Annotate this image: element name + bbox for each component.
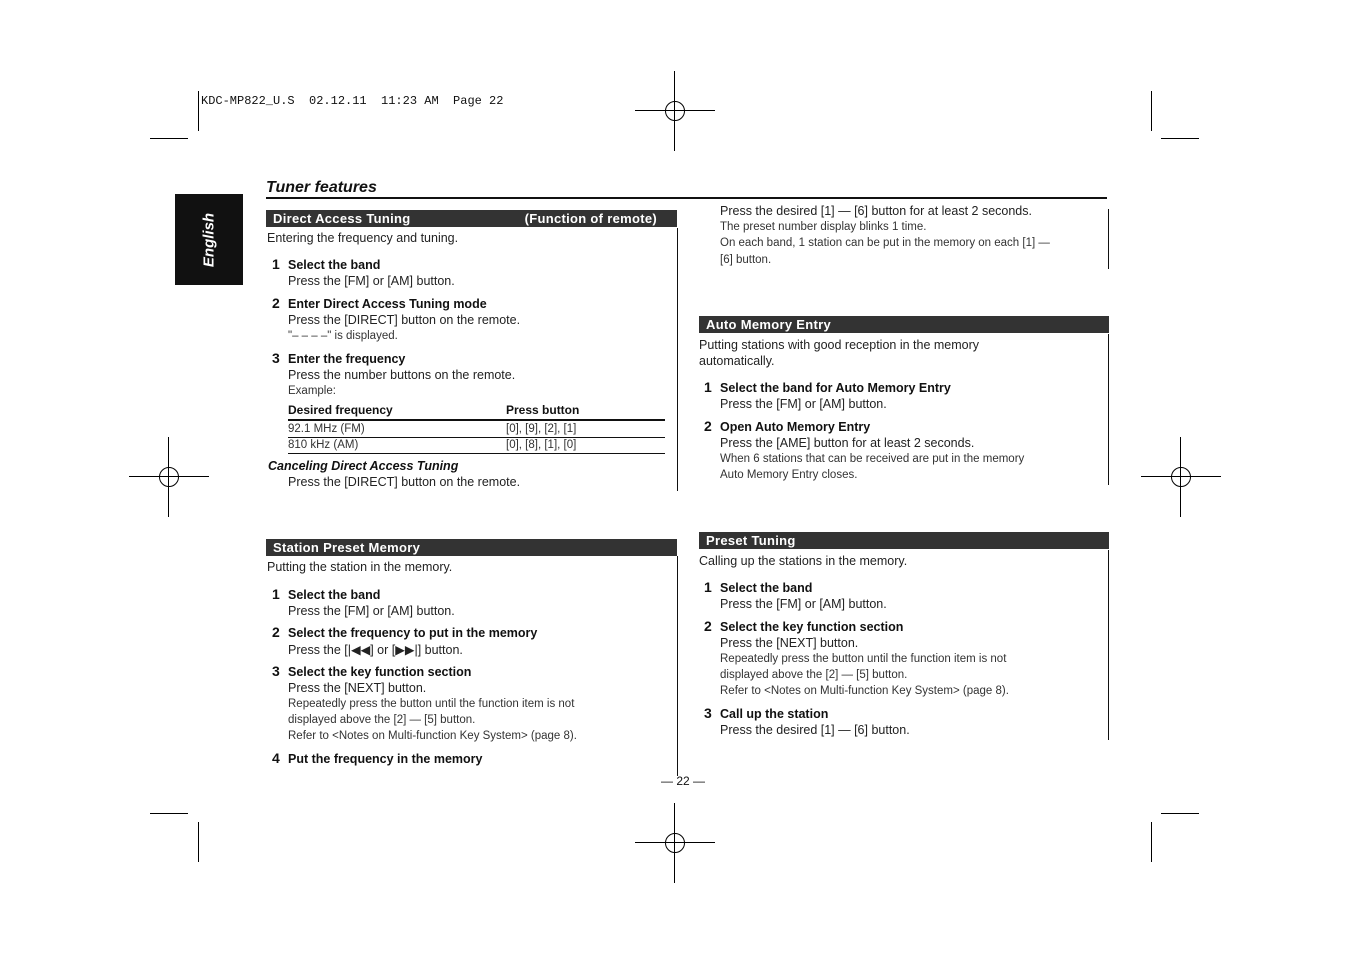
section-intro: Calling up the stations in the memory.	[699, 554, 908, 568]
column-rule	[1108, 209, 1109, 269]
step-heading: Select the band	[720, 581, 813, 595]
table-header: Desired frequency	[288, 403, 393, 417]
step-text: Press the [FM] or [AM] button.	[288, 274, 455, 288]
registration-mark-icon	[635, 71, 715, 151]
step-heading: Enter Direct Access Tuning mode	[288, 297, 487, 311]
step-number: 2	[272, 295, 280, 311]
column-rule	[1108, 334, 1109, 485]
step-text: Press the [NEXT] button.	[288, 681, 427, 695]
section-title: Direct Access Tuning	[273, 211, 411, 226]
step-text: Press the [FM] or [AM] button.	[720, 397, 887, 411]
section-bar-auto-memory	[699, 316, 1109, 333]
print-header: KDC-MP822_U.S 02.12.11 11:23 AM Page 22	[201, 94, 504, 108]
step-number: 2	[272, 624, 280, 640]
table-rule	[288, 419, 665, 421]
step-text: Press the [DIRECT] button on the remote.	[288, 313, 521, 327]
registration-mark-icon	[129, 437, 209, 517]
page-number: — 22 —	[661, 774, 706, 788]
step-heading: Open Auto Memory Entry	[720, 420, 871, 434]
crop-mark	[1161, 813, 1199, 814]
step-note: The preset number display blinks 1 time.	[720, 221, 927, 233]
step-number: 1	[272, 256, 280, 272]
crop-mark	[1151, 822, 1152, 862]
step-note: displayed above the [2] — [5] button.	[288, 714, 476, 726]
table-cell: 810 kHz (AM)	[288, 439, 359, 451]
step-number: 1	[272, 586, 280, 602]
cancel-text: Press the [DIRECT] button on the remote.	[288, 475, 521, 489]
column-rule	[677, 556, 678, 776]
crop-mark	[198, 91, 199, 131]
step-number: 3	[272, 350, 280, 366]
section-title: Station Preset Memory	[273, 540, 421, 555]
continued-step-text: Press the desired [1] — [6] button for at least 2 seconds.	[720, 204, 1032, 218]
crop-mark	[198, 822, 199, 862]
language-label: English	[200, 212, 218, 267]
title-rule	[266, 197, 1107, 199]
step-number: 3	[704, 705, 712, 721]
step-number: 2	[704, 418, 712, 434]
step-text: Press the desired [1] — [6] button.	[720, 723, 910, 737]
step-note: [6] button.	[720, 254, 772, 266]
step-number: 4	[272, 750, 280, 766]
step-text: Press the [AME] button for at least 2 seconds.	[720, 436, 975, 450]
step-heading: Select the band for Auto Memory Entry	[720, 381, 951, 395]
section-bar-station-preset	[266, 539, 677, 556]
section-title: Auto Memory Entry	[706, 317, 832, 332]
registration-mark-icon	[1141, 437, 1221, 517]
step-note: Refer to <Notes on Multi-function Key System> (page 8).	[720, 685, 1009, 697]
step-note: "– – – –" is displayed.	[288, 330, 398, 342]
section-title-note: (Function of remote)	[524, 211, 657, 226]
step-heading: Put the frequency in the memory	[288, 752, 483, 766]
step-note: Auto Memory Entry closes.	[720, 469, 858, 481]
step-heading: Select the band	[288, 588, 381, 602]
crop-mark	[150, 813, 188, 814]
step-heading: Select the key function section	[720, 620, 904, 634]
step-number: 2	[704, 618, 712, 634]
step-heading: Select the band	[288, 258, 381, 272]
page-title: Tuner features	[266, 179, 377, 196]
step-heading: Select the frequency to put in the memory	[288, 626, 538, 640]
step-note: When 6 stations that can be received are put in the memory	[720, 453, 1025, 465]
section-intro: Putting the station in the memory.	[267, 560, 453, 574]
table-cell: [0], [9], [2], [1]	[506, 423, 577, 435]
section-intro: automatically.	[699, 354, 775, 368]
step-text: Press the [FM] or [AM] button.	[720, 597, 887, 611]
section-title: Preset Tuning	[706, 533, 796, 548]
step-text: Press the [FM] or [AM] button.	[288, 604, 455, 618]
step-text: Press the number buttons on the remote.	[288, 368, 516, 382]
step-note: displayed above the [2] — [5] button.	[720, 669, 908, 681]
step-text: Press the [|◀◀] or [▶▶|] button.	[288, 643, 463, 657]
crop-mark	[150, 138, 188, 139]
registration-mark-icon	[635, 803, 715, 883]
cancel-heading: Canceling Direct Access Tuning	[268, 459, 459, 473]
table-rule	[288, 453, 665, 454]
section-bar-direct-access	[266, 210, 677, 227]
step-heading: Select the key function section	[288, 665, 472, 679]
column-rule	[677, 228, 678, 491]
section-intro: Putting stations with good reception in the memory	[699, 338, 980, 352]
crop-mark	[1161, 138, 1199, 139]
table-header: Press button	[506, 403, 580, 417]
table-rule	[288, 437, 665, 438]
step-note: Repeatedly press the button until the function item is not	[720, 653, 1007, 665]
table-cell: [0], [8], [1], [0]	[506, 439, 577, 451]
step-text: Press the [NEXT] button.	[720, 636, 859, 650]
step-number: 1	[704, 579, 712, 595]
table-cell: 92.1 MHz (FM)	[288, 423, 365, 435]
column-rule	[1108, 550, 1109, 740]
step-note: Refer to <Notes on Multi-function Key System> (page 8).	[288, 730, 577, 742]
step-number: 1	[704, 379, 712, 395]
language-tab	[175, 194, 243, 285]
step-note: Example:	[288, 385, 336, 397]
step-heading: Call up the station	[720, 707, 829, 721]
crop-mark	[1151, 91, 1152, 131]
step-note: On each band, 1 station can be put in the memory on each [1] —	[720, 237, 1050, 249]
step-note: Repeatedly press the button until the function item is not	[288, 698, 575, 710]
section-bar-preset-tuning	[699, 532, 1109, 549]
step-heading: Enter the frequency	[288, 352, 406, 366]
section-intro: Entering the frequency and tuning.	[267, 231, 459, 245]
step-number: 3	[272, 663, 280, 679]
